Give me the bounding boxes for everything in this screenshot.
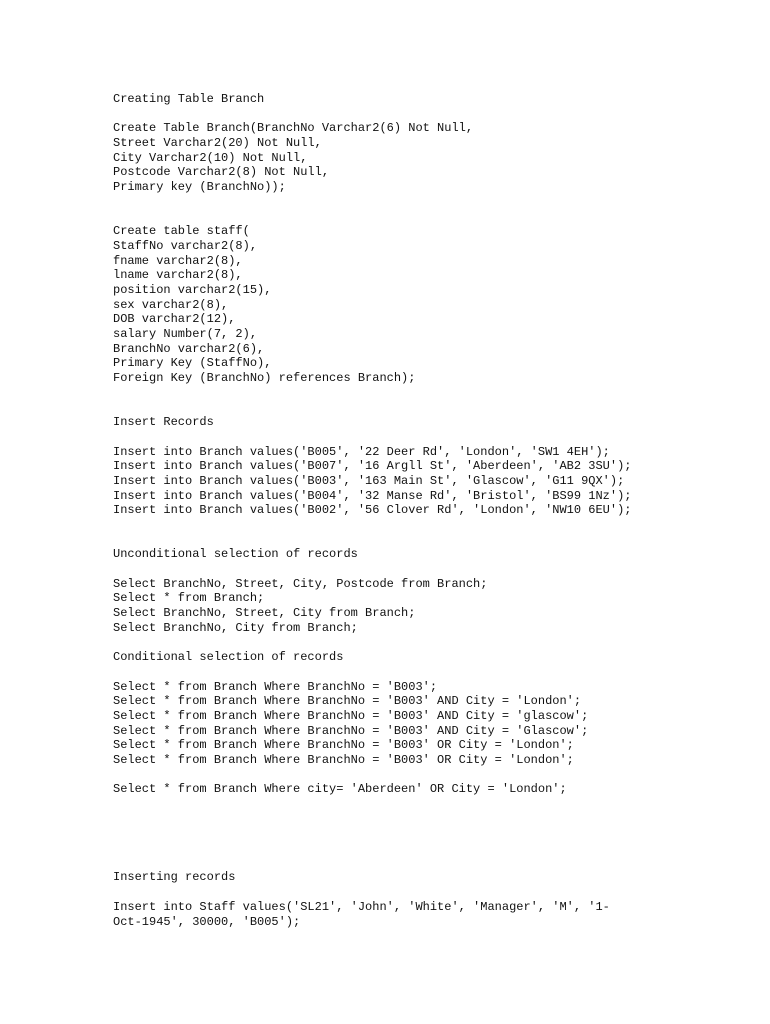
blank-line (113, 635, 753, 650)
code-line: lname varchar2(8), (113, 268, 243, 283)
code-line: Street Varchar2(20) Not Null, (113, 136, 322, 151)
blank-line (113, 885, 753, 900)
blank-line (113, 518, 753, 533)
blank-line (113, 797, 753, 812)
code-line: Select * from Branch Where city= 'Aberdeen' OR City = 'London'; (113, 782, 567, 797)
blank-line (113, 107, 753, 122)
blank-line (113, 400, 753, 415)
code-line: Create table staff( (113, 224, 250, 239)
blank-line (113, 195, 753, 210)
code-line: Insert into Staff values('SL21', 'John', 'White', 'Manager', 'M', '1- (113, 899, 610, 914)
blank-line (113, 812, 753, 827)
code-line: Select BranchNo, Street, City, Postcode from Branch; (113, 576, 488, 591)
code-line: Select * from Branch Where BranchNo = 'B003' AND City = 'Glascow'; (113, 723, 589, 738)
code-line: Select * from Branch Where BranchNo = 'B003' OR City = 'London'; (113, 738, 574, 753)
code-line: Select * from Branch Where BranchNo = 'B003' OR City = 'London'; (113, 752, 574, 767)
blank-line (113, 533, 753, 548)
blank-line (113, 665, 753, 680)
code-line: Select * from Branch; (113, 591, 265, 606)
blank-line (113, 430, 753, 445)
code-line: sex varchar2(8), (113, 297, 229, 312)
code-line: Primary key (BranchNo)); (113, 180, 286, 195)
code-line: BranchNo varchar2(6), (113, 341, 265, 356)
blank-line (113, 826, 753, 841)
code-line: City Varchar2(10) Not Null, (113, 150, 308, 165)
document-page (113, 92, 753, 929)
section-heading-unconditional-selection: Unconditional selection of records (113, 547, 358, 562)
blank-line (113, 856, 753, 871)
code-line: fname varchar2(8), (113, 253, 243, 268)
code-line: Foreign Key (BranchNo) references Branch); (113, 371, 416, 386)
section-heading-inserting-records: Inserting records (113, 870, 236, 885)
code-line: DOB varchar2(12), (113, 312, 236, 327)
code-line: Postcode Varchar2(8) Not Null, (113, 165, 330, 180)
code-line: position varchar2(15), (113, 282, 272, 297)
code-line: Insert into Branch values('B002', '56 Clover Rd', 'London', 'NW10 6EU'); (113, 503, 632, 518)
section-heading-creating-table-branch: Creating Table Branch (113, 92, 265, 106)
code-line: Create Table Branch(BranchNo Varchar2(6) Not Null, (113, 121, 474, 136)
code-line: Insert into Branch values('B005', '22 Deer Rd', 'London', 'SW1 4EH'); (113, 444, 610, 459)
code-line: Select * from Branch Where BranchNo = 'B003'; (113, 679, 438, 694)
section-heading-conditional-selection: Conditional selection of records (113, 650, 344, 665)
section-heading-insert-records: Insert Records (113, 415, 214, 430)
blank-line (113, 841, 753, 856)
code-line: Insert into Branch values('B003', '163 Main St', 'Glascow', 'G11 9QX'); (113, 473, 625, 488)
code-line: StaffNo varchar2(8), (113, 238, 258, 253)
code-line: Insert into Branch values('B004', '32 Manse Rd', 'Bristol', 'BS99 1Nz'); (113, 488, 632, 503)
code-line: Select BranchNo, City from Branch; (113, 620, 358, 635)
blank-line (113, 768, 753, 783)
code-line: Select * from Branch Where BranchNo = 'B003' AND City = 'London'; (113, 694, 582, 709)
code-line: salary Number(7, 2), (113, 327, 258, 341)
code-line: Oct-1945', 30000, 'B005'); (113, 914, 301, 929)
blank-line (113, 386, 753, 401)
code-line: Insert into Branch values('B007', '16 Argll St', 'Aberdeen', 'AB2 3SU'); (113, 459, 632, 474)
code-line: Select * from Branch Where BranchNo = 'B003' AND City = 'glascow'; (113, 708, 589, 723)
code-line: Primary Key (StaffNo), (113, 356, 272, 371)
code-line: Select BranchNo, Street, City from Branch; (113, 606, 416, 621)
blank-line (113, 562, 753, 577)
blank-line (113, 210, 753, 225)
